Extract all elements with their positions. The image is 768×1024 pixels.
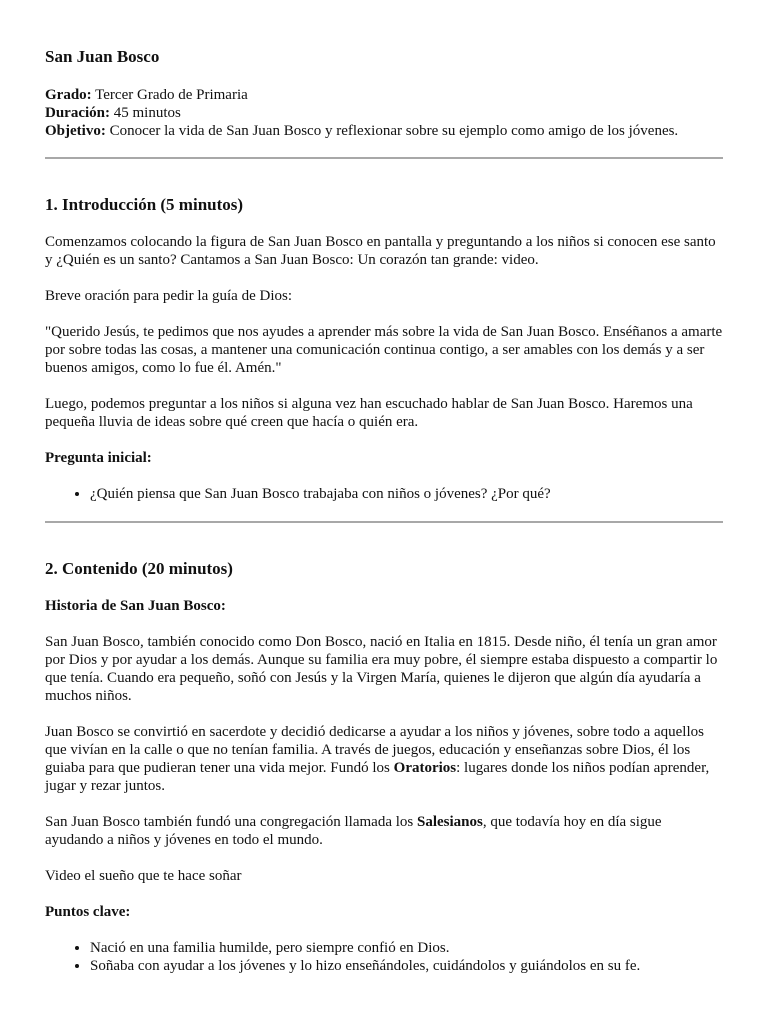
grado-value: Tercer Grado de Primaria [95,87,248,103]
list-item: • Nació en una familia humilde, pero siempre confió en Dios. [90,939,723,957]
objetivo-value: Conocer la vida de San Juan Bosco y reflexionar sobre su ejemplo como amigo de los jóvenes. [109,123,679,139]
duracion-value: 45 minutos [113,105,181,121]
text-span: Juan Bosco se convirtió en sacerdote y decidió dedicarse a ayudar a los niños y jóvenes, sobre todo a aquellos que vivían en la calle o que no tenían familia. A través de juegos, educación y enseñanzas sobre Dios, él los guiaba para que pudieran tener una vida mejor. Fundó los [45,724,704,776]
text-span: : lugares donde los niños podían aprender, jugar y rezar juntos. [45,760,710,794]
page-title: San Juan Bosco [45,47,160,66]
video-paragraph: Video el sueño que te hace soñar [45,868,242,884]
duracion-label: Duración: [45,105,110,121]
intro-paragraph-2: Breve oración para pedir la guía de Dios: [45,288,292,304]
list-item: • ¿Quién piensa que San Juan Bosco trabajaba con niños o jóvenes? ¿Por qué? [90,485,723,503]
history-paragraph-2 [45,723,723,795]
objetivo-label: Objetivo: [45,123,106,139]
question-list [45,485,723,503]
history-label: Historia de San Juan Bosco: [45,598,226,614]
text-span: , que todavía hoy en día sigue ayudando a niños y jóvenes en todo el mundo. [45,814,662,848]
divider [45,521,723,523]
intro-paragraph-1: Comenzamos colocando la figura de San Juan Bosco en pantalla y preguntando a los niños si conocen ese santo y ¿Quién es un santo? Cantamos a San Juan Bosco: Un corazón tan grande: video. [45,234,716,268]
grado-label: Grado: [45,87,92,103]
history-paragraph-1: San Juan Bosco, también conocido como Don Bosco, nació en Italia en 1815. Desde niño, él tenía un gran amor por Dios y por ayudar a los demás. Aunque su familia era muy pobre, él siempre estaba dispuesto a compartir lo que tenía. Cuando era pequeño, soñó con Jesús y la Virgen María, quienes le dijeron que algún día ayudaría a muchos niños. [45,634,718,704]
duracion-line [45,104,723,122]
section-heading-introduccion: 1. Introducción (5 minutos) [45,195,244,214]
grado-line [45,86,723,104]
list-item: • Soñaba con ayudar a los jóvenes y lo hizo enseñándoles, cuidándolos y guiándolos en su fe. [90,957,723,975]
prayer-paragraph: "Querido Jesús, te pedimos que nos ayudes a aprender más sobre la vida de San Juan Bosco. Enséñanos a amarte por sobre todas las cosas, a mantener una comunicación continua contigo, a ser amables con los demás y a ser buenos amigos, como lo fue él. Amén." [45,324,723,376]
keypoints-list [45,939,723,975]
section-heading-contenido: 2. Contenido (20 minutos) [45,559,233,578]
lesson-meta [45,86,723,140]
bold-term-oratorios: Oratorios [393,760,457,776]
history-paragraph-3 [45,813,723,849]
keypoints-label: Puntos clave: [45,904,131,920]
question-label: Pregunta inicial: [45,450,152,466]
intro-paragraph-4: Luego, podemos preguntar a los niños si alguna vez han escuchado hablar de San Juan Bosco. Haremos una pequeña lluvia de ideas sobre qué creen que hacía o quién era. [45,396,693,430]
bold-term-salesianos: Salesianos [417,814,483,830]
text-span: San Juan Bosco también fundó una congregación llamada los [45,814,417,830]
divider [45,157,723,159]
objetivo-line [45,122,723,140]
